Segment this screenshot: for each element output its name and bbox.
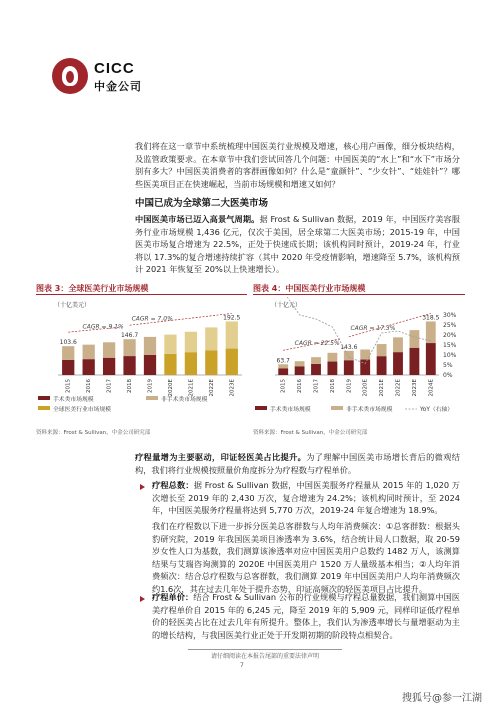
bar-non-surgical <box>327 353 337 362</box>
bullet-treatment-count <box>152 479 460 517</box>
bar-surgical <box>327 362 337 375</box>
bar-surgical <box>83 359 95 375</box>
fig4-title: 图表 4：中国医美行业市场规模 <box>253 284 366 293</box>
legend-swatch <box>146 396 158 400</box>
x-tick-label: 2022E <box>208 379 215 397</box>
fig3-rule <box>36 294 247 295</box>
bullet2-text: 结合 Frost & Sullivan 公布的行业规模与疗程总量数据，我们测算中国医美疗程单价自 2015 年的 6,245 元，降至 2019 年的 5,909 元，同样印证低疗程单价的轻医美占比在过去几年有所提升。整体上，我们认为渗透率增长与量增驱动为主的增长结构，与我国医美行业正处于开发期初期的阶段特点相契合。 <box>152 592 460 640</box>
bar-surgical <box>103 358 115 375</box>
bar-non-surgical <box>62 346 74 360</box>
bar-surgical <box>123 356 135 375</box>
y2-tick-label: 10% <box>443 352 457 359</box>
bullet-marker <box>140 596 147 603</box>
x-tick-label: 2024E <box>428 379 435 397</box>
bar-non-surgical <box>205 327 217 350</box>
cagr-label-2: CAGR = 17.3% <box>350 325 396 333</box>
fig4-rule <box>253 294 465 295</box>
bar-surgical <box>185 352 197 375</box>
x-tick-label: 2017 <box>313 379 320 393</box>
bar-non-surgical <box>295 361 305 366</box>
intro-paragraph: 我们将在这一章节中系统梳理中国医美行业规模及增速，核心用户画像，细分板块结构，及监管政策要求。在本章节中我们尝试回答几个问题：中国医美的“水上”和“水下”市场分别有多大？中国医美消费者的客群画像如何？什么是“童颜针”、“少女针”、“娃娃针”？哪些医美项目正在快速崛起，当前市场规模和增速又如何？ <box>135 141 460 189</box>
x-tick-label: 2019 <box>147 379 154 393</box>
cagr-label-2: CAGR = 7.0% <box>131 315 173 323</box>
legend-label: YoY（右轴） <box>420 407 454 413</box>
cagr-label-1: CAGR = 9.1% <box>82 323 124 331</box>
legend-swatch <box>331 406 343 410</box>
total-value-label: 146.7 <box>120 332 139 340</box>
x-tick-label: 2019 <box>346 379 353 393</box>
logo-text-en: CICC <box>94 60 135 77</box>
bar-surgical <box>377 356 387 375</box>
x-tick-label: 2021E <box>188 379 195 397</box>
bar-surgical <box>295 366 305 375</box>
y2-tick-label: 5% <box>443 362 453 369</box>
x-tick-label: 2023E <box>229 379 236 397</box>
bullet1-label: 疗程总数： <box>152 480 194 490</box>
y2-tick-label: 25% <box>443 322 457 329</box>
footer-rule <box>188 649 342 650</box>
bar-non-surgical <box>164 335 176 354</box>
section-title: 中国已成为全球第二大医美市场 <box>135 198 269 209</box>
x-tick-label: 2018 <box>329 379 336 393</box>
cicc-logo <box>52 58 172 98</box>
bullet-treatment-price <box>152 591 460 641</box>
total-value-label: 63.7 <box>276 357 290 365</box>
y2-tick-label: 15% <box>443 342 457 349</box>
bullet1-text: 据 Frost & Sullivan 数据，中国医美服务疗程量从 2015 年的 1,020 万次增长至 2019 年的 2,430 万次，复合增速为 24.2%；该机构同时预计，至 2024 年，中国医美服务疗程量将达到 5,770 万次，2019-24 年复合增速为 18.9%。 <box>152 480 460 516</box>
bar-surgical <box>393 352 403 375</box>
driver-lead: 疗程量增为主要驱动，印证轻医美占比提升。 <box>135 452 307 462</box>
total-value-label: 103.6 <box>59 339 77 347</box>
bar-surgical <box>205 351 217 375</box>
bar-surgical <box>426 343 436 375</box>
legend-label: 手术类市场规模 <box>270 407 311 413</box>
y2-tick-label: 0% <box>443 372 453 379</box>
page-number: 7 <box>240 662 244 669</box>
legend-label: 全球医美行业市场规模 <box>53 407 111 413</box>
bar-non-surgical <box>226 321 238 348</box>
legend-swatch <box>38 396 50 400</box>
x-tick-label: 2022E <box>395 379 402 397</box>
cagr-label-1: CAGR = 22.5% <box>294 340 340 348</box>
x-tick-label: 2023E <box>411 379 418 397</box>
y-axis-label: （十亿美元） <box>54 302 91 309</box>
y-axis-label: （十亿元） <box>271 302 302 309</box>
legal-notice-footer: 请仔细阅读在本报告尾部的重要法律声明 <box>210 653 319 660</box>
bar-surgical <box>344 360 354 375</box>
x-tick-label: 2020E <box>362 379 369 397</box>
x-tick-label: 2021E <box>379 379 386 397</box>
bar-surgical <box>278 368 288 375</box>
bar-non-surgical <box>123 339 135 356</box>
bar-surgical <box>144 355 156 375</box>
bar-surgical <box>226 349 238 375</box>
market-paragraph <box>135 213 460 276</box>
bar-non-surgical <box>311 357 321 364</box>
bullet-marker <box>140 484 147 491</box>
bullet2-label: 疗程单价： <box>152 592 194 602</box>
bar-surgical <box>311 364 321 375</box>
bar-surgical <box>409 348 419 375</box>
bar-non-surgical <box>83 345 95 359</box>
legend-swatch <box>255 406 267 410</box>
bar-non-surgical <box>103 342 115 357</box>
x-tick-label: 2016 <box>297 379 304 393</box>
y2-tick-label: 30% <box>443 312 457 319</box>
driver-paragraph <box>135 451 460 476</box>
bullet1-sub-paragraph: 我们在疗程数以下进一步拆分医美总客群数与人均年消费频次：①总客群数：根据头豹研究院，2019 年我国医美项目渗透率为 3.6%，结合统计局人口数据，取 20-59 岁女性人口为基数，我们测算该渗透率对应中国医美用户总数约 1482 万人，该测算结果与艾瑞咨询测算的 2020E 中国医美用户 1520 万人量级基本相当；②人均年消费频次：结合总疗程数与总客群数，我们测算 2019 年中国医美用户人均年消费频次约1.6次，其在过去几年处于提升态势，印证高频次的轻医美项目占比提升。 <box>152 521 460 594</box>
legend-label: 非手术类市场规模 <box>161 397 208 403</box>
fig4-source: 资料来源：Frost & Sullivan，中金公司研究部 <box>253 430 368 436</box>
x-tick-label: 2020E <box>167 379 174 397</box>
bar-non-surgical <box>426 321 436 343</box>
fig3-chart <box>36 297 248 417</box>
legend-label: 非手术类市场规模 <box>346 407 393 413</box>
x-tick-label: 2015 <box>65 379 72 393</box>
total-value-label: 192.5 <box>223 314 241 322</box>
x-tick-label: 2017 <box>106 379 113 393</box>
legend-swatch <box>38 406 50 410</box>
bar-non-surgical <box>377 344 387 356</box>
x-tick-label: 2016 <box>86 379 93 393</box>
total-value-label: 318.5 <box>422 314 440 322</box>
legend-label: 手术类市场规模 <box>53 397 94 403</box>
market-lead: 中国医美市场已迈入高景气周期。 <box>135 214 260 224</box>
market-text: 据 Frost & Sullivan 数据，2019 年，中国医疗美容服务行业市场规模 1,436 亿元，仅次于美国，居全球第二大医美市场；2015-19 年，中国医美市场复合增速为 22.5%，正处于快速成长期；该机构同时预计，2019-24 年，行业将以 17.3%的复合增速持续扩容（其中 2020 年受疫情影响，增速降至 5.7%，该机构预计 2021 年恢复至 20%以上快速增长）。 <box>135 214 460 275</box>
bar-surgical <box>62 360 74 375</box>
x-tick-label: 2018 <box>127 379 134 393</box>
watermark: 搜狐号@参一江湖 <box>402 693 482 704</box>
bar-non-surgical <box>409 330 419 348</box>
fig3-title: 图表 3：全球医美行业市场规模 <box>36 284 149 293</box>
y2-tick-label: 20% <box>443 332 457 339</box>
logo-text-cn: 中金公司 <box>94 80 142 93</box>
total-value-label: 143.6 <box>340 343 358 351</box>
driver-text: 为了理解中国医美市场增长背后的微观结构，我们将行业规模按照量价角度拆分为疗程数与疗程单价。 <box>135 452 460 475</box>
bar-non-surgical <box>144 337 156 355</box>
bar-surgical <box>164 354 176 375</box>
fig3-source: 资料来源：Frost & Sullivan，中金公司研究部 <box>36 430 151 436</box>
bar-non-surgical <box>278 364 288 368</box>
bar-non-surgical <box>185 332 197 352</box>
bar-non-surgical <box>393 337 403 352</box>
x-tick-label: 2015 <box>280 379 287 393</box>
fig4-chart <box>253 297 465 417</box>
